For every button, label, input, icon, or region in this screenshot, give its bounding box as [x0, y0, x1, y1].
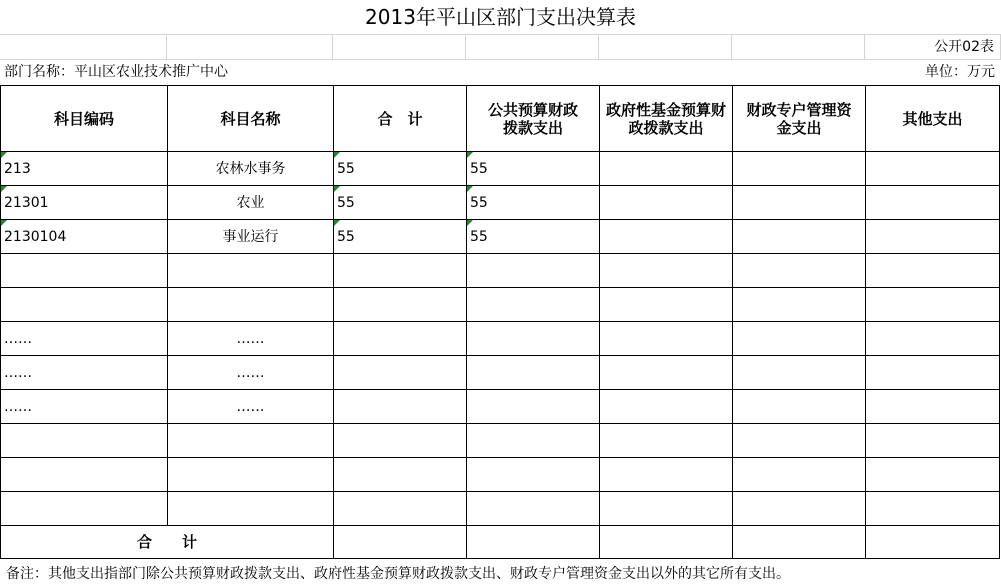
cell-code[interactable]: ……	[1, 390, 168, 424]
cell-special-account[interactable]	[733, 220, 866, 254]
cell-name[interactable]: ……	[168, 390, 334, 424]
total-cell[interactable]	[733, 526, 866, 559]
cell-text: 55	[337, 229, 355, 245]
cell-name[interactable]	[168, 458, 334, 492]
cell-special-account[interactable]	[733, 492, 866, 526]
cell-total[interactable]	[334, 254, 467, 288]
cell-code[interactable]	[1, 220, 168, 254]
total-cell[interactable]	[467, 526, 600, 559]
grid-cell[interactable]	[333, 34, 466, 60]
cell-name[interactable]: ……	[168, 322, 334, 356]
cell-public-budget[interactable]	[467, 458, 600, 492]
footnote[interactable]: 备注：其他支出指部门除公共预算财政拨款支出、政府性基金预算财政拨款支出、财政专户管理资金支出以外的其它所有支出。	[6, 566, 790, 582]
form-code-row	[0, 34, 1001, 60]
cell-public-budget[interactable]	[467, 390, 600, 424]
cell-fund-budget[interactable]	[600, 424, 733, 458]
cell-other[interactable]	[866, 220, 1000, 254]
cell-public-budget[interactable]	[467, 152, 600, 186]
cell-other[interactable]	[866, 152, 1000, 186]
cell-fund-budget[interactable]	[600, 288, 733, 322]
expense-table	[0, 85, 1000, 559]
number-stored-as-text-marker	[1, 152, 7, 158]
grid-cell[interactable]	[732, 34, 865, 60]
cell-public-budget[interactable]	[467, 220, 600, 254]
number-stored-as-text-marker	[467, 220, 473, 226]
cell-other[interactable]	[866, 322, 1000, 356]
cell-total[interactable]	[334, 458, 467, 492]
cell-fund-budget[interactable]	[600, 356, 733, 390]
cell-special-account[interactable]	[733, 458, 866, 492]
cell-fund-budget[interactable]	[600, 322, 733, 356]
cell-text: 213	[4, 161, 31, 177]
cell-other[interactable]	[866, 356, 1000, 390]
total-row	[1, 526, 1001, 559]
cell-name[interactable]: 农业	[168, 186, 334, 220]
cell-text: 55	[470, 161, 488, 177]
cell-name[interactable]	[168, 424, 334, 458]
number-stored-as-text-marker	[334, 220, 340, 226]
cell-text: 55	[337, 195, 355, 211]
cell-total[interactable]	[334, 322, 467, 356]
header-public-budget[interactable]: 公共预算财政拨款支出	[467, 86, 600, 152]
grid-cell[interactable]	[0, 34, 167, 60]
cell-code[interactable]: ……	[1, 322, 168, 356]
cell-other[interactable]	[866, 424, 1000, 458]
header-special-account[interactable]: 财政专户管理资金支出	[733, 86, 866, 152]
cell-name[interactable]	[168, 254, 334, 288]
unit-label[interactable]: 单位：万元	[925, 64, 995, 80]
cell-fund-budget[interactable]	[600, 458, 733, 492]
cell-name[interactable]: 农林水事务	[168, 152, 334, 186]
table-row	[1, 254, 1001, 288]
table-row	[1, 492, 1001, 526]
header-total[interactable]: 合 计	[334, 86, 467, 152]
cell-code[interactable]	[1, 458, 168, 492]
cell-other[interactable]	[866, 254, 1000, 288]
cell-public-budget[interactable]	[467, 254, 600, 288]
cell-other[interactable]	[866, 186, 1000, 220]
grid-cell[interactable]	[167, 34, 333, 60]
cell-public-budget[interactable]	[467, 288, 600, 322]
cell-fund-budget[interactable]	[600, 152, 733, 186]
cell-text: 55	[470, 229, 488, 245]
header-other[interactable]: 其他支出	[866, 86, 1000, 152]
table-row	[1, 322, 1001, 356]
cell-total[interactable]	[334, 152, 467, 186]
table-row	[1, 186, 1001, 220]
cell-public-budget[interactable]	[467, 322, 600, 356]
table-row	[1, 390, 1001, 424]
total-cell[interactable]	[600, 526, 733, 559]
cell-other[interactable]	[866, 390, 1000, 424]
header-fund-budget[interactable]: 政府性基金预算财政拨款支出	[600, 86, 733, 152]
cell-public-budget[interactable]	[467, 186, 600, 220]
cell-text: 2130104	[4, 229, 67, 245]
grid-cell[interactable]	[466, 34, 599, 60]
cell-special-account[interactable]	[733, 356, 866, 390]
cell-code[interactable]	[1, 424, 168, 458]
table-row	[1, 152, 1001, 186]
department-name[interactable]: 部门名称：平山区农业技术推广中心	[4, 64, 228, 80]
department-row	[0, 60, 1001, 85]
cell-other[interactable]	[866, 492, 1000, 526]
cell-fund-budget[interactable]	[600, 492, 733, 526]
cell-name[interactable]: ……	[168, 356, 334, 390]
cell-special-account[interactable]	[733, 424, 866, 458]
cell-code[interactable]: ……	[1, 356, 168, 390]
total-cell[interactable]	[334, 526, 467, 559]
cell-code[interactable]	[1, 254, 168, 288]
table-row	[1, 288, 1001, 322]
header-code[interactable]: 科目编码	[1, 86, 168, 152]
total-row-label[interactable]: 合 计	[1, 526, 334, 559]
cell-text: 55	[337, 161, 355, 177]
header-name[interactable]: 科目名称	[168, 86, 334, 152]
cell-special-account[interactable]	[733, 186, 866, 220]
cell-total[interactable]	[334, 220, 467, 254]
cell-special-account[interactable]	[733, 390, 866, 424]
table-row	[1, 458, 1001, 492]
cell-total[interactable]	[334, 390, 467, 424]
number-stored-as-text-marker	[467, 186, 473, 192]
number-stored-as-text-marker	[1, 186, 7, 192]
cell-total[interactable]	[334, 492, 467, 526]
sheet-title: 2013年平山区部门支出决算表	[0, 0, 1001, 35]
table-row	[1, 424, 1001, 458]
number-stored-as-text-marker	[467, 152, 473, 158]
cell-public-budget[interactable]	[467, 424, 600, 458]
cell-total[interactable]	[334, 186, 467, 220]
cell-code[interactable]	[1, 186, 168, 220]
cell-public-budget[interactable]	[467, 492, 600, 526]
cell-special-account[interactable]	[733, 152, 866, 186]
grid-cell[interactable]	[599, 34, 732, 60]
cell-other[interactable]	[866, 458, 1000, 492]
cell-fund-budget[interactable]	[600, 390, 733, 424]
cell-fund-budget[interactable]	[600, 220, 733, 254]
cell-total[interactable]	[334, 424, 467, 458]
cell-name[interactable]: 事业运行	[168, 220, 334, 254]
number-stored-as-text-marker	[334, 186, 340, 192]
header-row	[1, 86, 1001, 152]
cell-name[interactable]	[168, 492, 334, 526]
cell-fund-budget[interactable]	[600, 186, 733, 220]
table-row	[1, 220, 1001, 254]
total-cell[interactable]	[866, 526, 1000, 559]
cell-total[interactable]	[334, 288, 467, 322]
cell-other[interactable]	[866, 288, 1000, 322]
number-stored-as-text-marker	[1, 220, 7, 226]
cell-text: 55	[470, 195, 488, 211]
number-stored-as-text-marker	[334, 152, 340, 158]
table-row	[1, 356, 1001, 390]
form-code[interactable]: 公开02表	[865, 34, 1001, 60]
cell-code[interactable]	[1, 288, 168, 322]
cell-special-account[interactable]	[733, 254, 866, 288]
cell-fund-budget[interactable]	[600, 254, 733, 288]
cell-text: 21301	[4, 195, 49, 211]
cell-name[interactable]	[168, 288, 334, 322]
cell-code[interactable]	[1, 492, 168, 526]
cell-public-budget[interactable]	[467, 356, 600, 390]
cell-total[interactable]	[334, 356, 467, 390]
cell-special-account[interactable]	[733, 288, 866, 322]
cell-code[interactable]	[1, 152, 168, 186]
cell-special-account[interactable]	[733, 322, 866, 356]
